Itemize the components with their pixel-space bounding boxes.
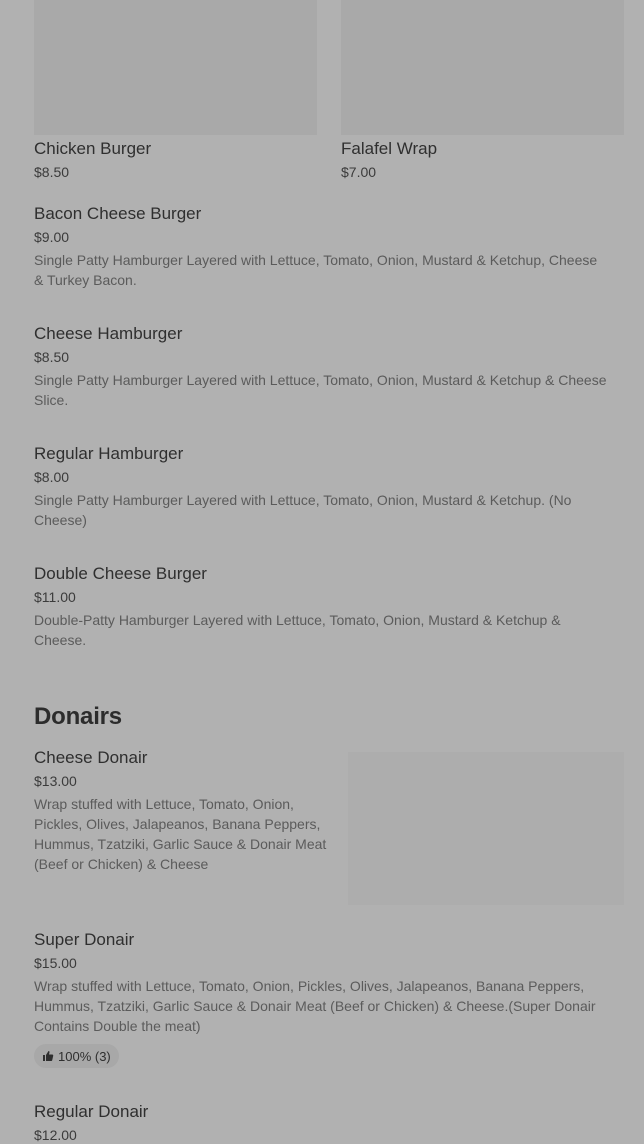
- item-description-line: Single Patty Hamburger Layered with Lettuce, Tomato, Onion, Mustard & Ketchup & Cheese: [34, 372, 607, 388]
- menu-item[interactable]: [34, 929, 619, 1068]
- featured-item-card[interactable]: [34, 0, 317, 181]
- item-description: [34, 976, 619, 1036]
- item-description-line: Single Patty Hamburger Layered with Lettuce, Tomato, Onion, Mustard & Ketchup, Cheese: [34, 252, 598, 268]
- item-name: Regular Donair: [34, 1102, 149, 1121]
- item-description: [34, 490, 619, 530]
- item-name: Falafel Wrap: [341, 139, 438, 158]
- menu-item[interactable]: [34, 443, 619, 530]
- item-description-line: Cheese): [34, 512, 87, 528]
- menu-item[interactable]: [34, 563, 619, 650]
- item-price: $11.00: [34, 589, 76, 605]
- item-description-line: Single Patty Hamburger Layered with Lettuce, Tomato, Onion, Mustard & Ketchup. (No: [34, 492, 572, 508]
- item-price: $8.00: [34, 469, 70, 485]
- rating-text: 100% (3): [58, 1048, 111, 1064]
- item-description: [34, 794, 339, 874]
- item-description: [34, 370, 619, 410]
- menu-item[interactable]: [34, 1101, 619, 1144]
- section-title: Donairs: [34, 703, 122, 730]
- item-image[interactable]: [341, 0, 624, 135]
- item-name: Bacon Cheese Burger: [34, 204, 202, 223]
- item-description: [34, 610, 619, 650]
- item-description-line: Wrap stuffed with Lettuce, Tomato, Onion, Pickles, Olives, Jalapeanos, Banana Peppers,: [34, 978, 585, 994]
- item-price: $12.00: [34, 1127, 77, 1143]
- item-description: [34, 250, 619, 290]
- item-image[interactable]: [34, 0, 317, 135]
- item-description-line: (Beef or Chicken) & Cheese: [34, 856, 209, 872]
- item-price: $13.00: [34, 773, 77, 789]
- item-image[interactable]: [348, 752, 624, 905]
- item-description-line: Contains Double the meat): [34, 1018, 201, 1034]
- item-name: Double Cheese Burger: [34, 564, 207, 583]
- item-description-line: Wrap stuffed with Lettuce, Tomato, Onion,: [34, 796, 294, 812]
- item-description-line: & Turkey Bacon.: [34, 272, 137, 288]
- menu-item[interactable]: [34, 203, 619, 290]
- item-description-line: Pickles, Olives, Jalapeanos, Banana Peppers,: [34, 816, 321, 832]
- item-description-line: Double-Patty Hamburger Layered with Lettuce, Tomato, Onion, Mustard & Ketchup &: [34, 612, 561, 628]
- rating-badge: [34, 1044, 119, 1068]
- item-description-line: Cheese.: [34, 632, 87, 648]
- thumbs-up-icon: [42, 1050, 54, 1062]
- item-description-line: Slice.: [34, 392, 69, 408]
- featured-item-card[interactable]: [341, 0, 624, 181]
- item-name: Chicken Burger: [34, 139, 152, 158]
- item-price: $15.00: [34, 955, 77, 971]
- menu-item[interactable]: [34, 323, 619, 410]
- menu-item[interactable]: [34, 747, 339, 874]
- item-name: Cheese Donair: [34, 748, 148, 767]
- item-name: Super Donair: [34, 930, 135, 949]
- item-description-line: Hummus, Tzatziki, Garlic Sauce & Donair Meat: [34, 836, 327, 852]
- item-price: $8.50: [34, 349, 70, 365]
- item-description-line: Hummus, Tzatziki, Garlic Sauce & Donair Meat (Beef or Chicken) & Cheese.(Super Donair: [34, 998, 596, 1014]
- item-name: Regular Hamburger: [34, 444, 184, 463]
- item-price: $8.50: [34, 164, 70, 180]
- item-price: $9.00: [34, 229, 70, 245]
- item-name: Cheese Hamburger: [34, 324, 183, 343]
- item-price: $7.00: [341, 164, 377, 180]
